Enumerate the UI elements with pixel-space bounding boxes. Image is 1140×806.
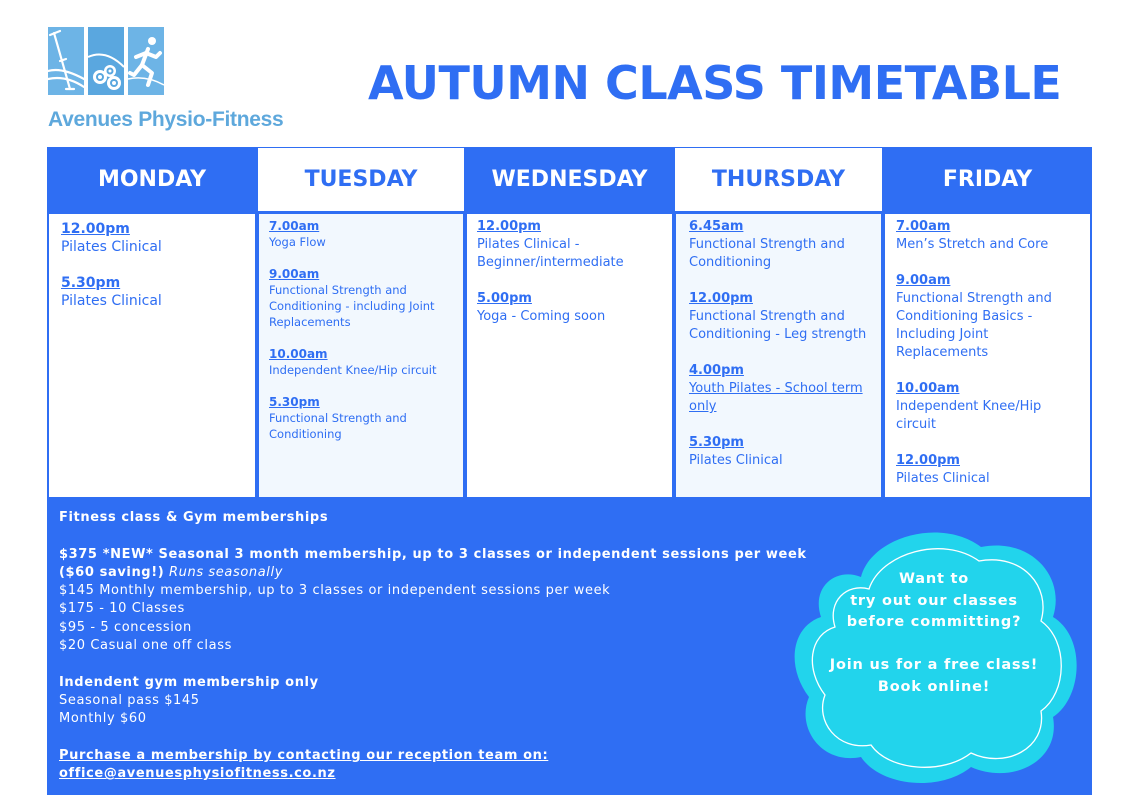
day-header-monday: MONDAY (47, 147, 257, 211)
class-name: Functional Strength and Conditioning Basics - Including Joint Replacements (896, 291, 1052, 360)
day-header-tuesday: TUESDAY (257, 147, 465, 211)
membership-panel (47, 499, 1092, 795)
day-body-friday (883, 211, 1092, 499)
free-class-callout (817, 569, 1051, 698)
contact-email-link[interactable]: office@avenuesphysiofitness.co.nz (59, 766, 336, 782)
class-name: Pilates Clinical (896, 471, 990, 486)
timetable (47, 147, 1092, 499)
class-time-link[interactable]: 12.00pm (477, 219, 541, 234)
day-body-monday (47, 211, 257, 499)
class-entry (61, 274, 247, 310)
membership-item: $95 - 5 concession (59, 619, 192, 635)
page-title: AUTUMN CLASS TIMETABLE (368, 56, 1062, 110)
class-entry (896, 452, 1082, 488)
class-time-link[interactable]: 5.30pm (269, 395, 320, 409)
day-header-friday: FRIDAY (883, 147, 1092, 211)
class-time-link[interactable]: 7.00am (896, 219, 951, 234)
class-name: Yoga Flow (269, 235, 326, 249)
membership-item: $145 Monthly membership, up to 3 classes or independent sessions per week (59, 583, 611, 599)
day-column-tuesday (257, 147, 465, 499)
callout-cta: Join us for a free class! (829, 657, 1039, 673)
day-column-monday (47, 147, 257, 499)
class-time-link[interactable]: 7.00am (269, 219, 320, 233)
physio-fitness-logo-icon (48, 27, 164, 95)
class-name: Pilates Clinical (61, 293, 162, 309)
class-name: Pilates Clinical (689, 453, 783, 468)
membership-text (59, 509, 819, 783)
brand-name: Avenues Physio-Fitness (48, 108, 284, 131)
class-time-link[interactable]: 5.30pm (689, 435, 744, 450)
day-header-thursday: THURSDAY (674, 147, 883, 211)
class-time-link[interactable]: 10.00am (896, 381, 960, 396)
class-name: Functional Strength and Conditioning (689, 237, 845, 270)
seasonal-saving: ($60 saving!) (59, 564, 165, 580)
class-entry (269, 218, 455, 250)
membership-item: $175 - 10 Classes (59, 601, 185, 617)
class-entry (61, 220, 247, 256)
class-name: Independent Knee/Hip circuit (896, 399, 1042, 432)
class-time-link[interactable]: 9.00am (896, 273, 951, 288)
callout-line: before committing? (846, 614, 1022, 630)
callout-line: Want to (898, 571, 970, 587)
class-entry (896, 218, 1082, 254)
class-name: Functional Strength and Conditioning - including Joint Replacements (269, 283, 435, 329)
class-time-link[interactable]: 5.30pm (61, 275, 121, 291)
day-column-wednesday (465, 147, 674, 499)
callout-line: try out our classes (850, 592, 1018, 609)
seasonal-offer-cont (59, 564, 819, 582)
class-name: Functional Strength and Conditioning - Leg strength (689, 309, 867, 342)
class-time-link[interactable]: 9.00am (269, 267, 320, 281)
day-body-wednesday (465, 211, 674, 499)
class-name: Pilates Clinical (61, 239, 162, 255)
brand-logo (47, 26, 307, 136)
day-body-tuesday (257, 211, 465, 499)
class-entry (689, 290, 873, 344)
class-entry (896, 380, 1082, 434)
class-name: Yoga - Coming soon (477, 309, 606, 324)
class-name: Independent Knee/Hip circuit (269, 363, 437, 377)
seasonal-offer: $375 *NEW* Seasonal 3 month membership, up to 3 classes or independent sessions per week (59, 546, 807, 562)
class-name: Men’s Stretch and Core (896, 237, 1049, 252)
class-time-link[interactable]: 10.00am (269, 347, 328, 361)
class-name: Functional Strength and Conditioning (269, 411, 407, 441)
class-entry (689, 218, 873, 272)
class-time-link[interactable]: 5.00pm (477, 291, 532, 306)
class-entry (477, 218, 664, 272)
class-time-link[interactable]: 12.00pm (61, 221, 130, 237)
day-column-friday (883, 147, 1092, 499)
gym-membership-heading: Indendent gym membership only (59, 674, 319, 690)
class-time-link[interactable]: 6.45am (689, 219, 744, 234)
day-header-wednesday: WEDNESDAY (465, 147, 674, 211)
membership-item: $20 Casual one off class (59, 638, 232, 654)
membership-heading: Fitness class & Gym memberships (59, 510, 329, 525)
day-body-thursday (674, 211, 883, 499)
youth-pilates-link[interactable]: Youth Pilates - School term only (689, 381, 863, 414)
class-time-link[interactable]: 4.00pm (689, 363, 744, 378)
class-time-link[interactable]: 12.00pm (896, 453, 960, 468)
gym-membership-item: Seasonal pass $145 (59, 692, 200, 708)
day-column-thursday (674, 147, 883, 499)
class-entry (689, 362, 873, 416)
class-time-link[interactable]: 12.00pm (689, 291, 753, 306)
class-name: Pilates Clinical - Beginner/intermediate (477, 237, 624, 270)
class-entry (269, 346, 455, 378)
class-entry (477, 290, 664, 326)
seasonal-note: Runs seasonally (169, 564, 284, 580)
class-entry (269, 394, 455, 442)
contact-reception-link[interactable]: Purchase a membership by contacting our reception team on: (59, 747, 549, 763)
book-online-link[interactable]: Book online! (877, 678, 991, 695)
class-entry (269, 266, 455, 330)
class-entry (896, 272, 1082, 362)
class-entry (689, 434, 873, 470)
gym-membership-item: Monthly $60 (59, 711, 147, 727)
